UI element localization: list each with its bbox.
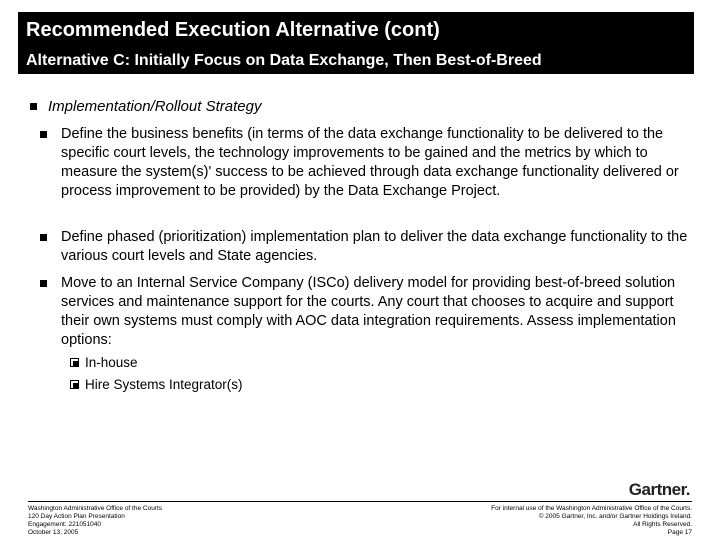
gartner-logo: Gartner. xyxy=(628,480,690,499)
option-text: In-house xyxy=(85,355,138,370)
footer-right xyxy=(491,505,692,537)
bullet-text: Move to an Internal Service Company (ISCo) delivery model for providing best-of-breed solution services and maintenance support for the courts. Any court that chooses to acquire and support their own systems must comply with AOC data integration requirements. Assess implementation options: xyxy=(61,275,676,348)
option-text: Hire Systems Integrator(s) xyxy=(85,377,243,392)
footer-left-line: Engagement: 221051040 xyxy=(28,521,102,528)
bullet-text: Define phased (prioritization) implementation plan to deliver the data exchange functionality to the various court levels and State agencies. xyxy=(61,229,688,264)
square-bullet-icon xyxy=(40,131,47,138)
footer-left-line: October 13, 2005 xyxy=(28,529,79,536)
slide-title: Recommended Execution Alternative (cont) xyxy=(26,19,440,41)
footer-left xyxy=(28,505,162,537)
square-bullet-icon xyxy=(30,103,37,110)
footer-right-line: © 2005 Gartner, Inc. and/or Gartner Holdings Ireland. xyxy=(538,513,692,520)
square-bullet-icon xyxy=(40,280,47,287)
footer-left-line: Washington Administrative Office of the Courts xyxy=(28,505,163,512)
footer-right-line: All Rights Reserved. xyxy=(633,521,692,528)
checkbox-bullet-icon xyxy=(70,358,79,367)
slide-subtitle: Alternative C: Initially Focus on Data Exchange, Then Best-of-Breed xyxy=(26,52,542,69)
footer-right-line: For internal use of the Washington Administrative Office of the Courts. xyxy=(491,505,692,512)
footer-left-line: 120 Day Action Plan Presentation xyxy=(28,513,125,520)
page-number: Page 17 xyxy=(667,529,692,536)
checkbox-bullet-icon xyxy=(70,380,79,389)
bullet-text: Define the business benefits (in terms of the data exchange functionality to be delivered to the specific court levels, the technology improvements to be gained and the metrics by which to measure the system(s)' success to be achieved through data exchange functionality delivered or process improvement to be provided) by the Data Exchange Project. xyxy=(61,126,679,199)
footer-divider xyxy=(28,501,692,502)
square-bullet-icon xyxy=(40,234,47,241)
section-heading-text: Implementation/Rollout Strategy xyxy=(48,98,262,115)
title-bar xyxy=(18,12,694,74)
